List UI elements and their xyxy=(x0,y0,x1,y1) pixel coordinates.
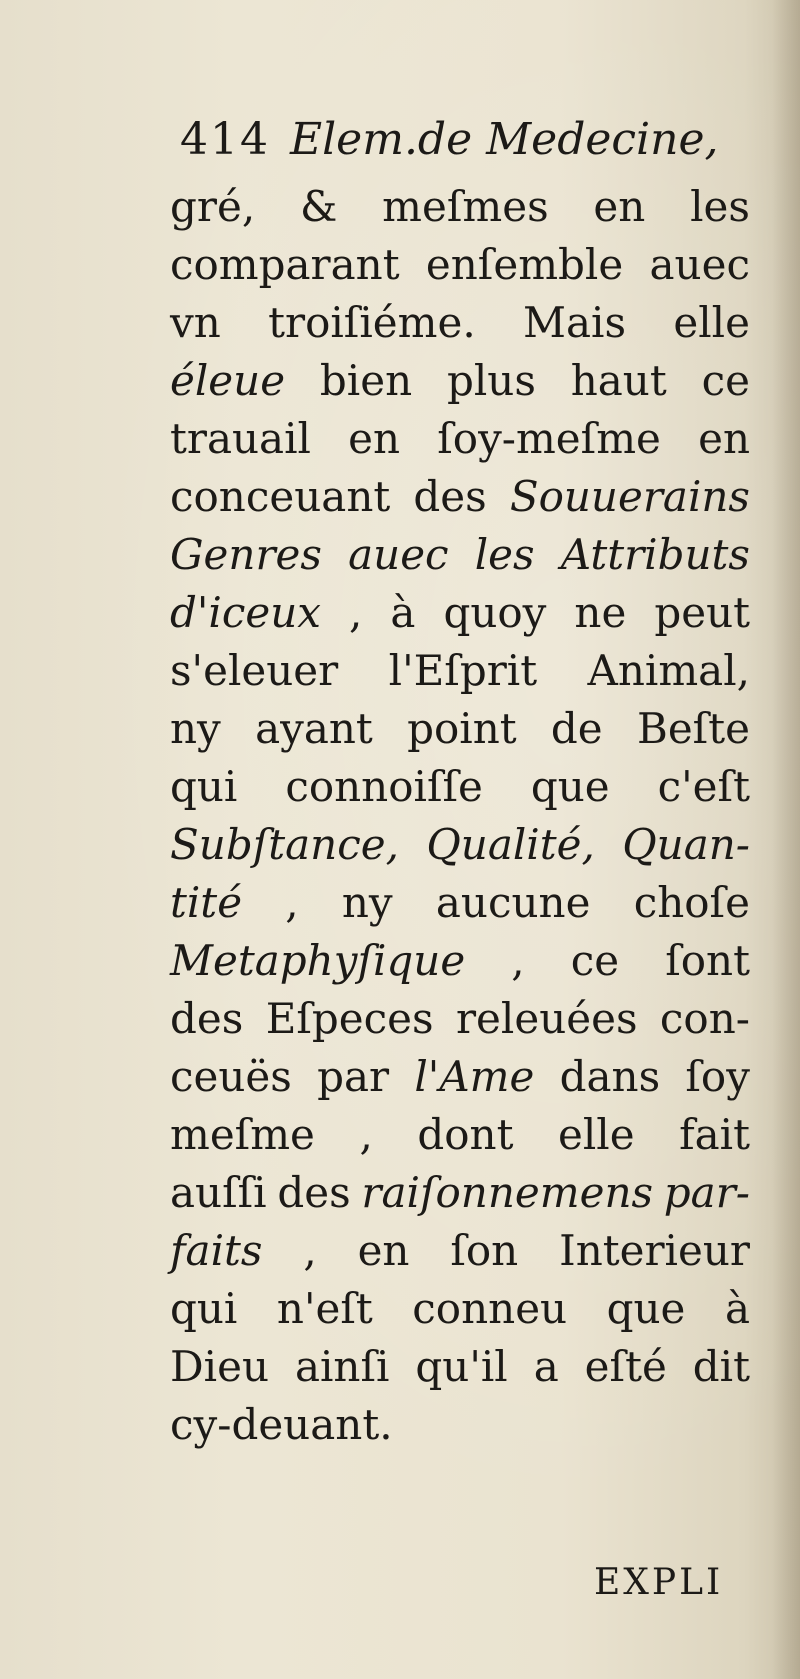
running-title: Elem.de Medecine, xyxy=(289,114,719,165)
text-line xyxy=(170,642,750,700)
word: auec xyxy=(348,530,449,579)
text-line xyxy=(170,1048,750,1106)
word: Souuerains xyxy=(509,472,750,521)
text-line xyxy=(170,1280,750,1338)
word: ny xyxy=(170,704,221,753)
text-line xyxy=(170,236,750,294)
word: ſoy xyxy=(685,1052,750,1101)
word: fait xyxy=(679,1110,750,1159)
word: Dieu xyxy=(170,1342,270,1391)
word: Interieur xyxy=(559,1226,750,1275)
word: point xyxy=(407,704,517,753)
text-line xyxy=(170,758,750,816)
word: vn xyxy=(170,298,221,347)
word: s'eleuer xyxy=(170,646,339,695)
word: Metaphyſique xyxy=(170,936,466,985)
word: conceuant xyxy=(170,472,391,521)
word: releuées xyxy=(455,994,638,1043)
text-line xyxy=(170,526,750,584)
word: aucune xyxy=(435,878,591,927)
word: des xyxy=(413,472,487,521)
word: ayant xyxy=(255,704,373,753)
word: auſſi xyxy=(170,1168,267,1217)
word: ceuës xyxy=(170,1052,292,1101)
word: qui xyxy=(170,762,238,811)
word: , xyxy=(349,588,363,637)
word: raiſonnemens xyxy=(361,1168,654,1217)
word: par xyxy=(317,1052,390,1101)
word: , xyxy=(285,878,299,927)
text-line xyxy=(170,1396,750,1454)
word: éleue xyxy=(170,356,286,405)
word: Attributs xyxy=(560,530,750,579)
word: Animal, xyxy=(587,646,750,695)
text-line xyxy=(170,410,750,468)
word: haut xyxy=(570,356,667,405)
word: ainſi xyxy=(294,1342,390,1391)
text-line xyxy=(170,1222,750,1280)
word: n'eſt xyxy=(276,1284,373,1333)
word: que xyxy=(530,762,610,811)
word: les xyxy=(690,182,750,231)
word: ny xyxy=(341,878,393,927)
word: quoy xyxy=(443,588,547,637)
word: ſont xyxy=(665,936,750,985)
word: troiſiéme. xyxy=(268,298,476,347)
word: , xyxy=(303,1226,317,1275)
word: à xyxy=(724,1284,750,1333)
word: en xyxy=(698,414,750,463)
word: meſmes xyxy=(382,182,549,231)
word: que xyxy=(606,1284,686,1333)
word: tité xyxy=(170,878,243,927)
word: ce xyxy=(701,356,750,405)
text-line xyxy=(170,1164,750,1222)
word: peut xyxy=(654,588,750,637)
word: comparant xyxy=(170,240,400,289)
word: elle xyxy=(557,1110,635,1159)
word: cy-deuant. xyxy=(170,1400,393,1449)
text-line xyxy=(170,1106,750,1164)
text-line xyxy=(170,178,750,236)
page-header xyxy=(180,110,719,170)
word: conneu xyxy=(412,1284,568,1333)
word: de xyxy=(550,704,603,753)
word: eſté xyxy=(584,1342,667,1391)
word: & xyxy=(299,182,338,231)
word: en xyxy=(348,414,401,463)
word: Mais xyxy=(523,298,627,347)
text-line xyxy=(170,584,750,642)
word: qu'il xyxy=(415,1342,508,1391)
word: Quan- xyxy=(622,820,750,869)
word: enſemble xyxy=(425,240,624,289)
word: d'iceux xyxy=(170,588,321,637)
word: c'eſt xyxy=(657,762,750,811)
word: à xyxy=(390,588,416,637)
word: qui xyxy=(170,1284,238,1333)
word: elle xyxy=(673,298,750,347)
word: bien xyxy=(319,356,413,405)
word: l'Eſprit xyxy=(388,646,538,695)
word: ce xyxy=(570,936,620,985)
text-line xyxy=(170,874,750,932)
body-text xyxy=(170,178,750,1454)
word: en xyxy=(593,182,646,231)
word: connoiſſe xyxy=(285,762,483,811)
text-line xyxy=(170,352,750,410)
word: dit xyxy=(692,1342,750,1391)
word: gré, xyxy=(170,182,256,231)
word: meſme xyxy=(170,1110,315,1159)
text-line xyxy=(170,932,750,990)
word: en xyxy=(357,1226,410,1275)
word: trauail xyxy=(170,414,311,463)
word: des xyxy=(170,994,244,1043)
word: ſoy-meſme xyxy=(437,414,661,463)
text-line xyxy=(170,294,750,352)
word: l'Ame xyxy=(414,1052,535,1101)
word: les xyxy=(474,530,535,579)
word: a xyxy=(533,1342,559,1391)
word: , xyxy=(359,1110,373,1159)
word: ſon xyxy=(450,1226,519,1275)
word: Subſtance, xyxy=(170,820,399,869)
word: con- xyxy=(659,994,750,1043)
text-line xyxy=(170,1338,750,1396)
word: ne xyxy=(574,588,627,637)
word: plus xyxy=(446,356,536,405)
word: dans xyxy=(559,1052,661,1101)
word: auec xyxy=(649,240,750,289)
catchword: EXPLI xyxy=(594,1562,724,1603)
word: choſe xyxy=(633,878,750,927)
text-line xyxy=(170,816,750,874)
text-line xyxy=(170,700,750,758)
word: dont xyxy=(417,1110,514,1159)
word: Qualité, xyxy=(426,820,595,869)
page-number: 414 xyxy=(180,114,270,165)
word: des xyxy=(277,1168,351,1217)
text-line xyxy=(170,468,750,526)
word: faits xyxy=(170,1226,263,1275)
word: , xyxy=(511,936,525,985)
word: Genres xyxy=(170,530,322,579)
page-edge-shadow xyxy=(772,0,800,1679)
word: par- xyxy=(663,1168,750,1217)
text-line xyxy=(170,990,750,1048)
word: Eſpeces xyxy=(265,994,434,1043)
word: Beſte xyxy=(636,704,750,753)
